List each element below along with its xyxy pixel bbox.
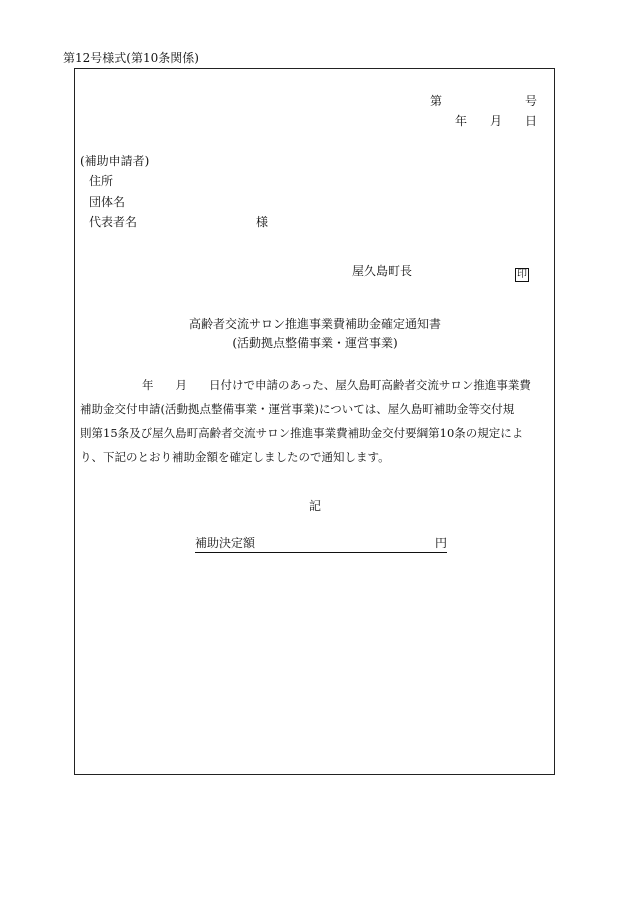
body-month-label: 月: [175, 378, 187, 392]
body-line-4: り、下記のとおり補助金額を確定しましたので通知します。: [80, 450, 390, 464]
date-year-label: 年: [455, 114, 468, 128]
reference-prefix: 第: [430, 94, 443, 108]
document-subtitle: (活動拠点整備事業・運営事業): [232, 336, 398, 350]
group-name-label: 団体名: [89, 195, 126, 209]
note-heading: 記: [308, 499, 321, 513]
body-line-1: [80, 373, 548, 397]
amount-label: 補助決定額: [195, 536, 256, 550]
amount-unit: 円: [434, 536, 447, 550]
date-month-label: 月: [490, 114, 503, 128]
date-day-label: 日: [525, 114, 538, 128]
seal-mark: [515, 262, 529, 282]
reference-suffix: 号: [525, 94, 538, 108]
body-line-1-text: 日付けで申請のあった、屋久島町高齢者交流サロン推進事業費: [209, 378, 531, 392]
document-title: 高齢者交流サロン推進事業費補助金確定通知書: [188, 317, 441, 331]
representative-label: 代表者名: [89, 215, 138, 229]
body-line-2: 補助金交付申請(活動拠点整備事業・運営事業)については、屋久島町補助金等交付規: [80, 402, 515, 416]
recipient-heading: (補助申請者): [80, 154, 150, 168]
body-paragraph: [80, 373, 548, 469]
issuer-title: 屋久島町長: [352, 264, 413, 278]
form-number: 第12号様式(第10条関係): [63, 51, 199, 65]
seal-text: 印: [517, 269, 527, 280]
address-label: 住所: [89, 174, 114, 188]
body-line-3: 則第15条及び屋久島町高齢者交流サロン推進事業費補助金交付要綱第10条の規定によ: [80, 426, 524, 440]
amount-line: [195, 534, 447, 553]
body-year-label: 年: [142, 378, 154, 392]
honorific: 様: [256, 215, 269, 229]
